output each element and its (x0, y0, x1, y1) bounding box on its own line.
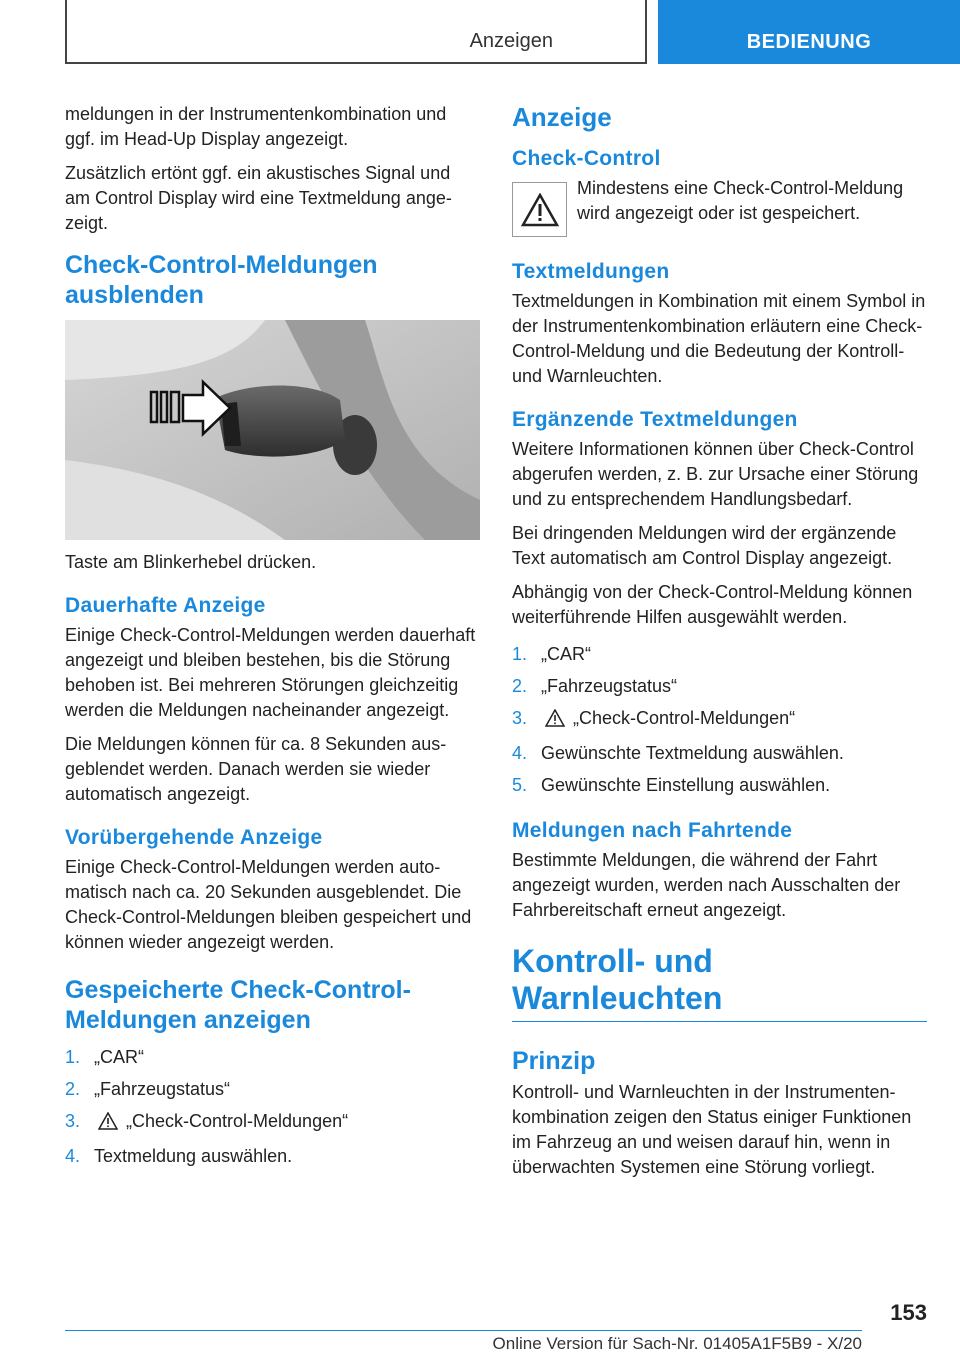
paragraph-fahrtende: Bestimmte Meldungen, die während der Fahrt angezeigt wurden, werden nach Ausschalten der Fahrbereitschaft erneut angezeigt. (512, 850, 901, 920)
paragraph-ergaenzend-1: Weitere Informationen können über Check-Control abgerufen werden, z. B. zur Ursache einer Störung und zu entsprechendem Handlungsbedarf. (512, 439, 919, 509)
list-text: „Fahrzeugstatus“ (541, 676, 678, 696)
list-item (512, 741, 927, 766)
warning-triangle-icon (512, 182, 567, 237)
warning-triangle-icon (545, 709, 565, 734)
heading-voruebergehende-anzeige: Vorübergehende Anzeige (65, 826, 323, 849)
blinker-lever-photo (65, 320, 480, 540)
right-column (512, 102, 927, 1189)
header-chapter-tab: BEDIENUNG (658, 0, 960, 64)
list-text: „Check-Control-Meldungen“ (573, 708, 796, 728)
heading-kontroll-und-warnleuchten: Kontroll- und Warnleuchten (512, 943, 812, 1022)
check-control-row (512, 176, 927, 237)
list-text: „CAR“ (94, 1047, 144, 1067)
paragraph-textmeldungen: Textmeldungen in Kombination mit einem Symbol in der Instrumentenkombination erläutern eine Check-Control-Meldung und die Bedeutung der Kontroll- und Warnleuchten. (512, 291, 926, 386)
list-number: 1. (512, 644, 528, 664)
list-number: 2. (65, 1079, 81, 1099)
list-number: 4. (65, 1146, 81, 1166)
paragraph-dauerhafte-anzeige: Einige Check-Control-Meldungen werden dauerhaft angezeigt und bleiben bestehen, bis die Störung behoben ist. Bei mehreren Störungen gleichzeitig werden die Meldungen nacheinander angezeigt. (65, 625, 476, 720)
photo-caption: Taste am Blinkerhebel drücken. (65, 552, 317, 572)
list-text: „Check-Control-Meldungen“ (126, 1111, 349, 1131)
list-number: 4. (512, 743, 528, 763)
list-number: 2. (512, 676, 528, 696)
heading-ergaenzende-textmeldungen: Ergänzende Textmeldungen (512, 408, 798, 431)
page-number: 153 (890, 1300, 927, 1325)
heading-textmeldungen: Textmeldungen (512, 260, 670, 283)
list-item (65, 1109, 480, 1137)
list-number: 5. (512, 775, 528, 795)
list-item (65, 1045, 480, 1070)
list-number: 3. (65, 1111, 81, 1131)
list-text: Gewünschte Textmeldung auswählen. (541, 743, 844, 763)
list-text: Gewünschte Einstellung auswählen. (541, 775, 831, 795)
list-text: „Fahrzeugstatus“ (94, 1079, 231, 1099)
list-item (512, 706, 927, 734)
list-item (65, 1144, 480, 1169)
heading-ausblenden: Check-Control-Meldungen ausblenden (65, 251, 378, 309)
paragraph-ergaenzend-3: Abhängig von der Check-Control-Meldung können weiterführende Hilfen ausgewählt werden. (512, 582, 913, 627)
list-item (512, 773, 927, 798)
steps-list-right (512, 642, 927, 798)
paragraph-check-control: Mindestens eine Check-Control-Meldung wird angezeigt oder ist gespeichert. (577, 178, 904, 223)
paragraph-ergaenzend-2: Bei dringenden Meldungen wird der ergänzende Text automatisch am Control Display angezeigt. (512, 523, 897, 568)
heading-dauerhafte-anzeige: Dauerhafte Anzeige (65, 594, 266, 617)
paragraph-ausblenden-dauer: Die Meldungen können für ca. 8 Sekunden ausgeblendet werden. Danach werden sie wieder automatisch angezeigt. (65, 734, 447, 804)
header-section-title: Anzeigen (469, 30, 553, 52)
heading-check-control: Check-Control (512, 147, 661, 170)
paragraph-prinzip: Kontroll- und Warnleuchten in der Instrumentenkombination zeigen den Status einiger Funktionen im Fahrzeug an und weisen darauf hin, wenn in überwachten Systemen eine Störung vorliegt. (512, 1082, 912, 1177)
paragraph-voruebergehende-anzeige: Einige Check-Control-Meldungen werden automatisch nach ca. 20 Sekunden ausgeblendet. Die Check-Control-Meldungen bleiben gespeichert und können wieder angezeigt werden. (65, 857, 472, 952)
heading-prinzip: Prinzip (512, 1047, 596, 1075)
heading-meldungen-nach-fahrtende: Meldungen nach Fahrtende (512, 819, 793, 842)
list-number: 3. (512, 708, 528, 728)
header-box (65, 0, 647, 64)
intro-paragraph-2: Zusätzlich ertönt ggf. ein akustisches Signal und am Control Display wird eine Textmeldung angezeigt. (65, 163, 452, 233)
footer-text: Online Version für Sach-Nr. 01405A1F5B9 - X/20 (492, 1334, 862, 1353)
list-text: „CAR“ (541, 644, 591, 664)
list-item (512, 642, 927, 667)
list-text: Textmeldung auswählen. (94, 1146, 293, 1166)
warning-triangle-icon (98, 1112, 118, 1137)
steps-list-left (65, 1045, 480, 1169)
list-item (512, 674, 927, 699)
heading-gespeicherte-meldungen: Gespeicherte Check-Control-Meldungen anzeigen (65, 976, 411, 1034)
heading-anzeige: Anzeige (512, 102, 612, 132)
blinker-lever-illustration (65, 320, 480, 540)
list-item (65, 1077, 480, 1102)
left-column (65, 102, 480, 1179)
footer-divider (65, 1330, 862, 1331)
list-number: 1. (65, 1047, 81, 1067)
intro-paragraph-1: meldungen in der Instrumentenkombination und ggf. im Head-Up Display angezeigt. (65, 104, 447, 149)
